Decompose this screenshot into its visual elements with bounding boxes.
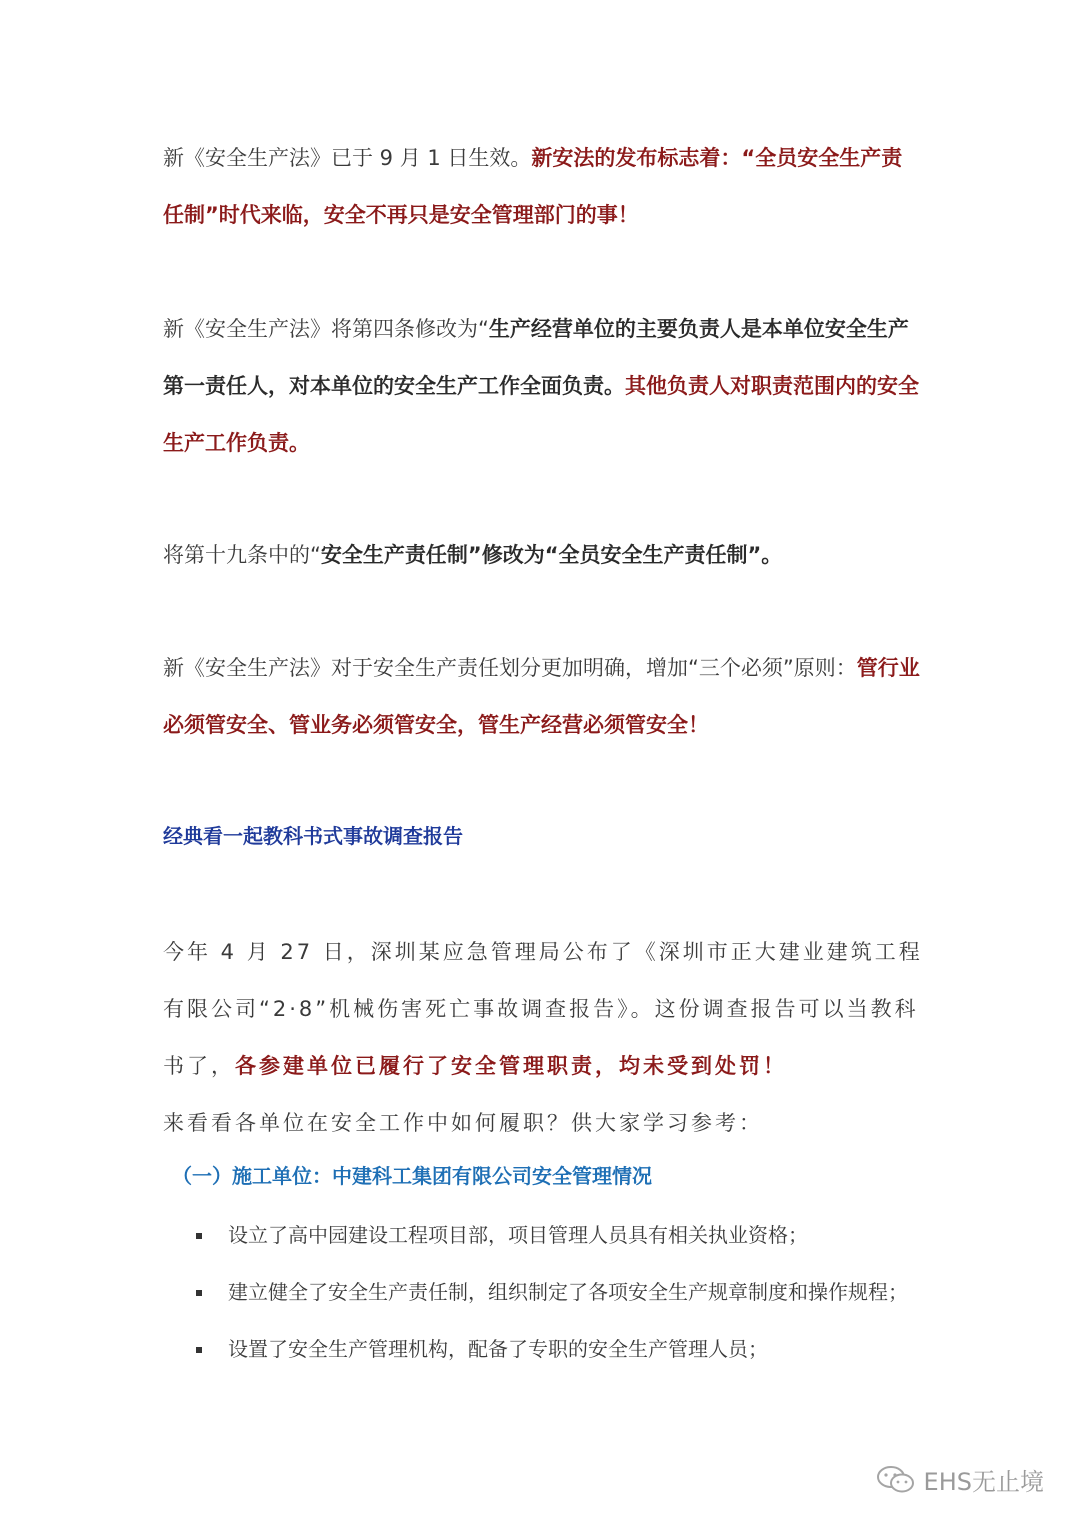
paragraph-normal-text: 新《安全生产法》对于安全生产责任划分更加明确，增加“三个必须”原则：: [163, 656, 857, 680]
list-item: [196, 1264, 908, 1321]
bullet-icon: [196, 1290, 202, 1296]
paragraph-article-nineteen: [163, 527, 923, 584]
list-item: [196, 1207, 908, 1264]
list-item-text: 设立了高中园建设工程项目部，项目管理人员具有相关执业资格；: [228, 1223, 808, 1247]
paragraph-highlight-text: 管行业必须管安全、管业务必须管安全，管生产经营必须管安全！: [163, 656, 920, 737]
bullet-icon: [196, 1347, 202, 1353]
paragraph-highlight-text: 新安法的发布标志着：“全员安全生产责任制”时代来临，安全不再只是安全管理部门的事！: [163, 146, 903, 227]
paragraph-highlight-text: 各参建单位已履行了安全管理职责，均未受到处罚！: [235, 1054, 787, 1078]
paragraph-normal-text: 新《安全生产法》已于 9 月 1 日生效。: [163, 146, 532, 170]
bullet-list: [196, 1207, 908, 1378]
paragraph-bold-text: 生产经营单位的主要负责人是本单位安全生产第一责任人，对本单位的安全生产工作全面负责。: [163, 317, 909, 398]
bullet-icon: [196, 1233, 202, 1239]
paragraph-bold-text: 安全生产责任制”修改为“全员安全生产责任制”。: [320, 543, 783, 567]
wechat-icon: [876, 1465, 916, 1495]
paragraph-three-musts: [163, 640, 923, 754]
watermark: [876, 1462, 1044, 1497]
paragraph-article-four: [163, 301, 923, 472]
list-item-text: 设置了安全生产管理机构，配备了专职的安全生产管理人员；: [228, 1337, 768, 1361]
list-item-text: 建立健全了安全生产责任制，组织制定了各项安全生产规章制度和操作规程；: [228, 1280, 908, 1304]
watermark-text: EHS无止境: [923, 1468, 1044, 1496]
paragraph-normal-text: 新《安全生产法》将第四条修改为“: [163, 317, 489, 341]
section-heading: 经典看一起教科书式事故调查报告: [163, 824, 463, 848]
paragraph-normal-text: 来看看各单位在安全工作中如何履职？供大家学习参考：: [163, 1111, 763, 1135]
paragraph-normal-text: 今年 4 月 27 日，深圳某应急管理局公布了《深圳市正大建业建筑工程有限公司“2·8”机械伤害死亡事故调查报告》。这份调查报告可以当教科书了，: [163, 940, 923, 1078]
sub-heading-construction-unit: （一）施工单位：中建科工集团有限公司安全管理情况: [172, 1164, 652, 1188]
paragraph-report-intro: [163, 924, 923, 1152]
list-item: [196, 1321, 908, 1378]
paragraph-new-law-effective: [163, 130, 923, 244]
paragraph-highlight-text: 其他负责人对职责范围内的安全生产工作负责。: [163, 374, 919, 455]
paragraph-normal-text: 将第十九条中的“: [163, 543, 321, 567]
